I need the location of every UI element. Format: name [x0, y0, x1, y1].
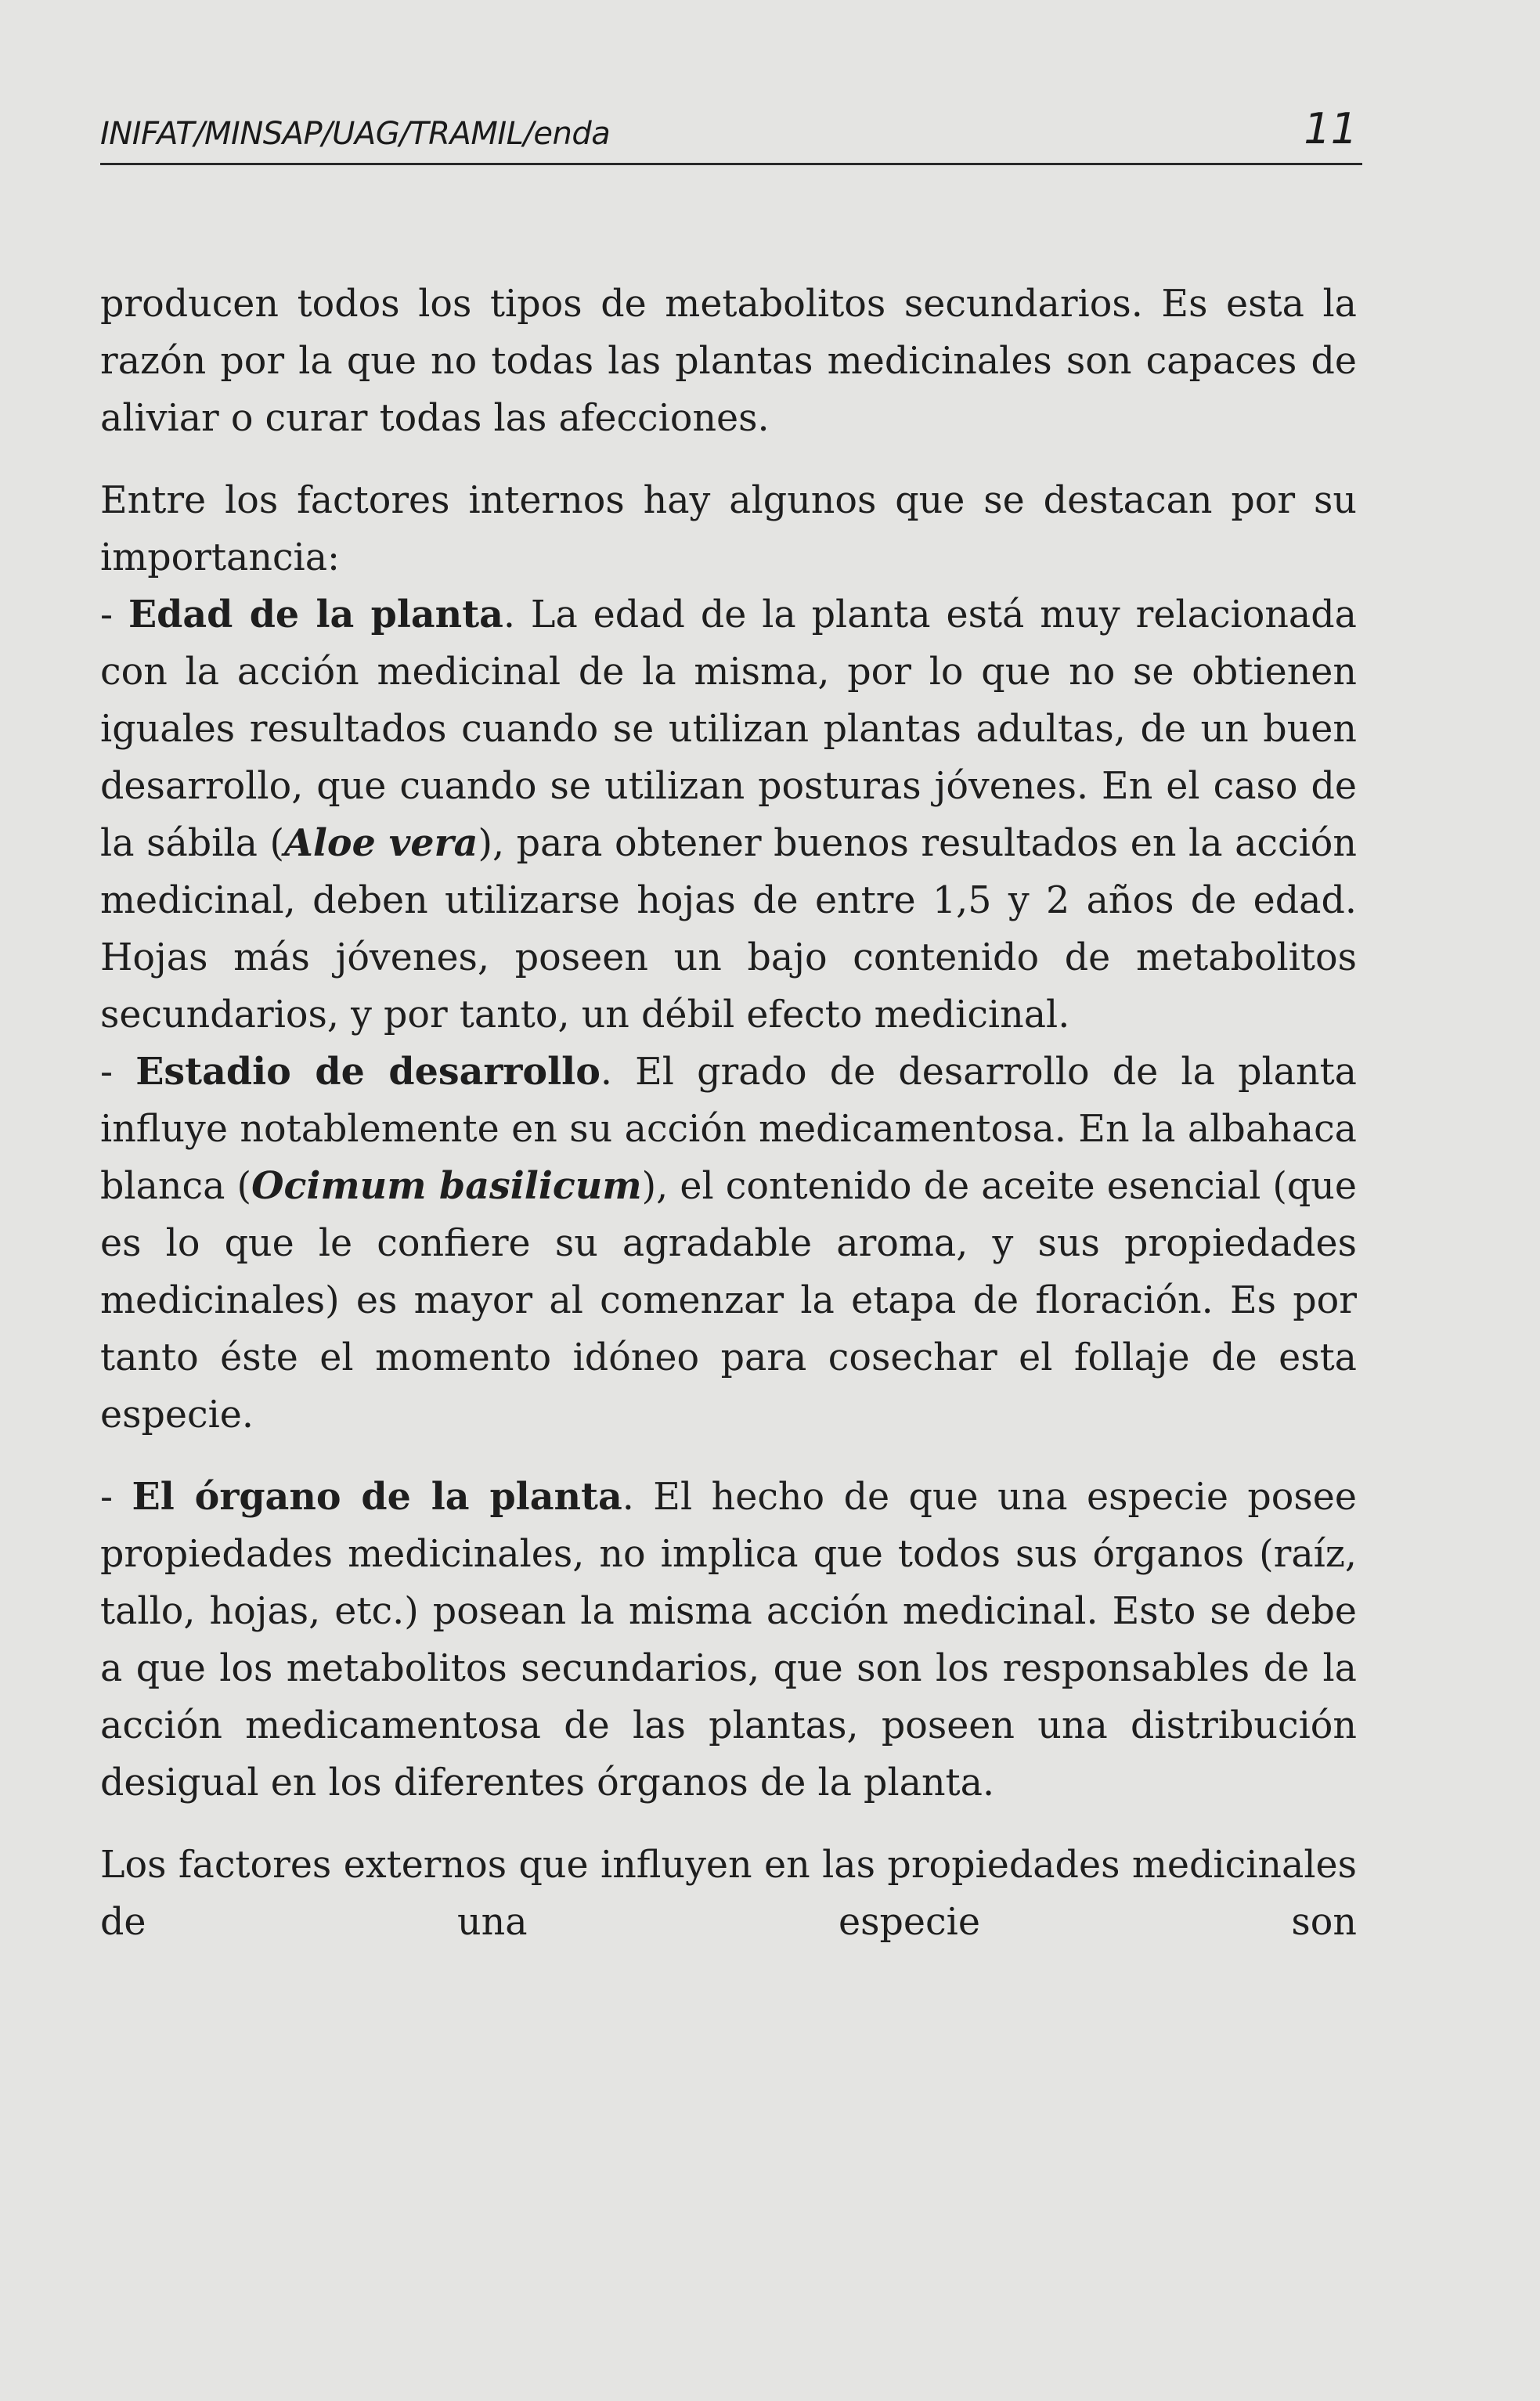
list-dash: -: [100, 1476, 132, 1519]
item-text: ), para obtener buenos resultados en la acción medicinal, deben utilizarse hojas de entre 1,5 y 2 años de edad. Hojas más jóvenes, poseen un bajo contenido de metabolitos secundarios, y por tanto, un débil efecto medicinal.: [100, 822, 1357, 1036]
paragraph-gap: [100, 447, 1357, 472]
item-edad-de-la-planta: [100, 586, 1357, 1044]
paragraph-text: producen todos los tipos de metabolitos secundarios. Es esta la razón por la que no todas las plantas medicinales son capaces de aliviar o curar todas las afecciones.: [100, 283, 1357, 440]
scientific-name: Aloe vera: [284, 821, 478, 865]
term-heading: Edad de la planta: [128, 593, 503, 636]
term-heading: Estadio de desarrollo: [135, 1050, 600, 1094]
running-title: INIFAT/MINSAP/UAG/TRAMIL/enda: [100, 116, 611, 152]
scientific-name: Ocimum basilicum: [251, 1164, 642, 1208]
term-heading: El órgano de la planta: [132, 1475, 622, 1519]
page-number: 11: [1304, 104, 1358, 153]
item-text: . El hecho de que una especie posee propiedades medicinales, no implica que todos sus órganos (raíz, tallo, hojas, etc.) posean la misma acción medicinal. Esto se debe a que los metabolitos secundarios, que son los responsables de la acción medicamentosa de las plantas, poseen una distribución desigual en los diferentes órganos de la planta.: [100, 1476, 1357, 1804]
paragraph-factores-internos: [100, 472, 1357, 586]
paragraph-gap: [100, 1812, 1357, 1837]
paragraph-text: Entre los factores internos hay algunos que se destacan por su importancia:: [100, 479, 1357, 579]
item-text: ), el contenido de aceite esencial (que es lo que le confiere su agradable aroma, y sus propiedades medicinales) es mayor al comenzar la etapa de floración. Es por tanto éste el momento idóneo para cosechar el follaje de esta especie.: [100, 1165, 1357, 1437]
paragraph-gap: [100, 1444, 1357, 1469]
paragraph-factores-externos: [100, 1837, 1357, 1951]
running-header: [100, 100, 1362, 165]
paragraph-metabolitos: [100, 276, 1357, 447]
item-organo-de-la-planta: [100, 1469, 1357, 1812]
list-dash: -: [100, 1051, 136, 1094]
body-text: [100, 276, 1357, 1951]
item-text: . El grado de desarrollo de la planta influye notablemente en su acción medicamentosa. En la albahaca blanca (: [100, 1051, 1357, 1208]
list-dash: -: [100, 593, 128, 636]
item-text: . La edad de la planta está muy relacionada con la acción medicinal de la misma, por lo que no se obtienen iguales resultados cuando se utilizan plantas adultas, de un buen desarrollo, que cuando se utilizan posturas jóvenes. En el caso de la sábila (: [100, 593, 1357, 865]
item-estadio-de-desarrollo: [100, 1044, 1357, 1444]
paragraph-text: Los factores externos que influyen en las propiedades medicinales de una especie son: [100, 1844, 1357, 1944]
